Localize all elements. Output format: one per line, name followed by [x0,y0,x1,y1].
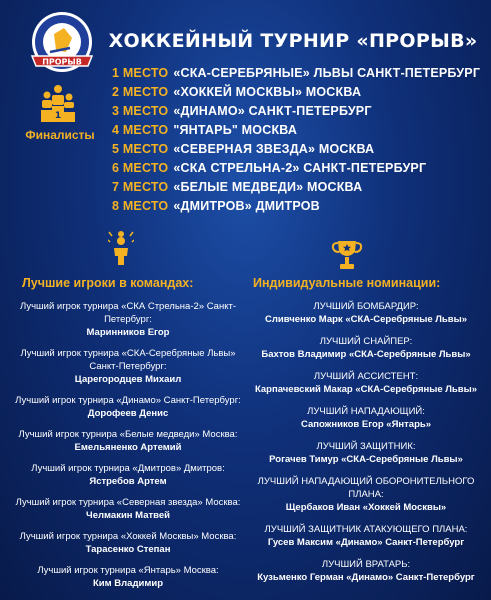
tournament-logo [26,8,98,80]
list-item: Лучший игрок турнира «СКА-Серебряные Львы» Санкт-Петербург: Царегородцев Михаил [20,348,236,385]
list-item: ЛУЧШИЙ ВРАТАРЬ: Кузьменко Герман «Динамо» Санкт-Петербург [257,559,475,583]
trophy-cup-icon [330,238,364,272]
place-4: 4 МЕСТО "ЯНТАРЬ" МОСКВА [112,123,298,137]
list-item: ЛУЧШИЙ НАПАДАЮЩИЙ: Сапожников Егор «Янтарь» [300,406,432,430]
list-item: Лучший игрок турнира «Дмитров» Дмитров: Ястребов Артем [31,463,225,487]
place-7: 7 МЕСТО «БЕЛЫЕ МЕДВЕДИ» МОСКВА [112,180,363,194]
list-item: Лучший игрок турнира «Северная звезда» Москва: Челмакин Матвей [15,497,241,521]
svg-text:1: 1 [54,111,62,121]
list-item: ЛУЧШИЙ СНАЙПЕР: Бахтов Владимир «СКА-Серебряные Львы» [261,336,471,360]
podium-icon [38,83,78,123]
list-item: ЛУЧШИЙ ЗАЩИТНИК: Рогачев Тимур «СКА-Серебряные Львы» [269,441,463,465]
place-2: 2 МЕСТО «ХОККЕЙ МОСКВЫ» МОСКВА [112,85,362,99]
list-item: Лучший игрок турнира «Янтарь» Москва: Ким Владимир [37,565,219,589]
list-item: Лучший игрок турнира «Динамо» Санкт-Петербург: Дорофеев Денис [15,395,241,419]
list-item: Лучший игрок турнира «СКА Стрельна-2» Санкт-Петербург: Маринников Егор [20,301,236,338]
list-item: Лучший игрок турнира «Белые медведи» Москва: Емельяненко Артемий [18,429,238,453]
standings-list [112,66,482,218]
place-8: 8 МЕСТО «ДМИТРОВ» ДМИТРОВ [112,199,320,213]
place-1: 1 МЕСТО «СКА-СЕРЕБРЯНЫЕ» ЛЬВЫ САНКТ-ПЕТЕРБУРГ [112,66,481,80]
place-5: 5 МЕСТО «СЕВЕРНАЯ ЗВЕЗДА» МОСКВА [112,142,375,156]
page-title: ХОККЕЙНЫЙ ТУРНИР «ПРОРЫВ» [108,30,478,52]
svg-text:ПРОРЫВ: ПРОРЫВ [42,57,82,67]
finalists-label: Финалисты [25,128,95,142]
nominations-list [250,300,482,593]
list-item: ЛУЧШИЙ ЗАЩИТНИК АТАКУЮЩЕГО ПЛАНА: Гусев Максим «Динамо» Санкт-Петербург [264,524,468,548]
best-players-list [14,300,242,598]
place-6: 6 МЕСТО «СКА СТРЕЛЬНА-2» САНКТ-ПЕТЕРБУРГ [112,161,427,175]
place-3: 3 МЕСТО «ДИНАМО» САНКТ-ПЕТЕРБУРГ [112,104,372,118]
player-award-icon [108,230,134,266]
list-item: ЛУЧШИЙ БОМБАРДИР: Сливченко Марк «СКА-Серебряные Львы» [264,301,467,325]
list-item: ЛУЧШИЙ АССИСТЕНТ: Карпачевский Макар «СКА-Серебряные Львы» [254,371,478,395]
list-item: ЛУЧШИЙ НАПАДАЮЩИЙ ОБОРОНИТЕЛЬНОГО ПЛАНА: Щербаков Иван «Хоккей Москвы» [257,476,475,513]
list-item: Лучший игрок турнира «Хоккей Москвы» Москва: Тарасенко Степан [19,531,237,555]
best-players-title: Лучшие игроки в командах: [22,276,194,290]
nominations-title: Индивидуальные номинации: [253,276,441,290]
